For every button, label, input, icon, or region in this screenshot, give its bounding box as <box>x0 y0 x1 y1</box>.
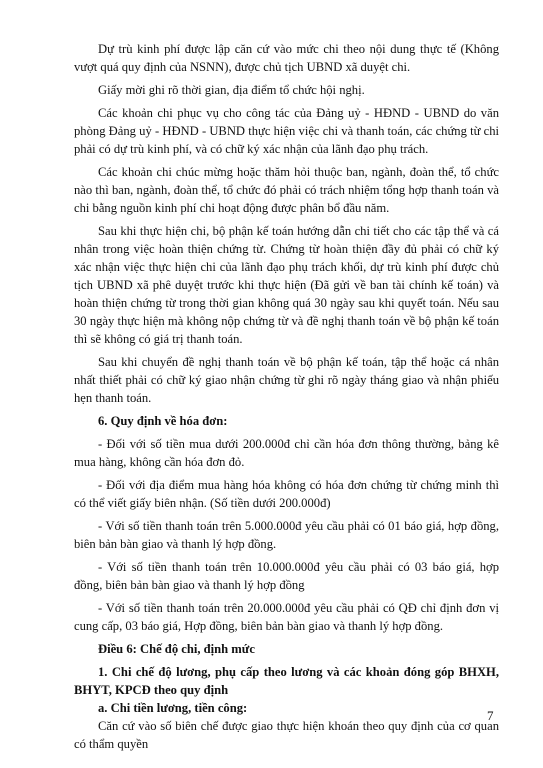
subsection-heading-wages: a. Chi tiền lương, tiền công: <box>98 701 248 715</box>
page-content <box>74 40 499 758</box>
paragraph-staffing-basis: Căn cứ vào số biên chế được giao thực hiện khoán theo quy định của cơ quan có thẩm quyền <box>74 719 499 751</box>
article-heading: Điều 6: Chế độ chi, định mức <box>98 642 255 656</box>
section-heading-invoice-rules: 6. Quy định về hóa đơn: <box>98 414 228 428</box>
paragraph-party-office-expenses: Các khoản chi phục vụ cho công tác của Đảng uỷ - HĐND - UBND do văn phòng Đảng uỷ - HĐND - UBND thực hiện việc chi và thanh toán, các chứng từ chi phải có dự trù kinh phí, và có chữ ký xác nhận của lãnh đạo phụ trách. <box>74 106 499 156</box>
list-item-over-5m: - Với số tiền thanh toán trên 5.000.000đ yêu cầu phải có 01 báo giá, hợp đồng, biên bản bàn giao và thanh lý hợp đồng. <box>74 519 499 551</box>
list-item-over-20m: - Với số tiền thanh toán trên 20.000.000đ yêu cầu phải có QĐ chỉ định đơn vị cung cấp, 03 báo giá, Hợp đồng, biên bản bàn giao và thanh lý hợp đồng. <box>74 601 499 633</box>
list-item-over-10m: - Với số tiền thanh toán trên 10.000.000đ yêu cầu phải có 03 báo giá, hợp đồng, biên bản bàn giao và thanh lý hợp đồng <box>74 560 499 592</box>
subsection-heading-salary: 1. Chi chế độ lương, phụ cấp theo lương và các khoản đóng góp BHXH, BHYT, KPCĐ theo quy định <box>74 665 499 697</box>
paragraph-payment-request: Sau khi chuyển đề nghị thanh toán về bộ phận kế toán, tập thể hoặc cá nhân nhất thiết phải có chữ ký giao nhận chứng từ ghi rõ ngày tháng giao và nhận phiếu hẹn thanh toán. <box>74 355 499 405</box>
list-item-no-invoice-location: - Đối với địa điểm mua hàng hóa không có hóa đơn chứng từ chứng minh thì có thể viết giấy biên nhận. (Số tiền dưới 200.000đ) <box>74 478 499 510</box>
paragraph-voucher-completion: Sau khi thực hiện chi, bộ phận kế toán hướng dẫn chi tiết cho các tập thể và cá nhân trong việc hoàn thiện chứng từ. Chứng từ hoàn thiện đầy đủ phải có chữ ký xác nhận việc thực hiện chi của lãnh đạo phụ trách khối, dự trù kinh phí được chủ tịch UBND xã phê duyệt trước khi thực hiện (Đã gửi về ban tài chính kế toán) và hoàn thiện chứng từ trong thời gian không quá 30 ngày sau khi quyết toán. Nếu sau 30 ngày thực hiện mà không nộp chứng từ và đề nghị thanh toán về bộ phận kế toán thì sẽ không có giá trị thanh toán. <box>74 224 499 346</box>
paragraph-congratulation-expenses: Các khoản chi chúc mừng hoặc thăm hỏi thuộc ban, ngành, đoàn thể, tổ chức nào thì ban, ngành, đoàn thể, tổ chức đó phải có trách nhiệm tổng hợp thanh toán và chi bằng nguồn kinh phí chi hoạt động được phân bổ đầu năm. <box>74 165 499 215</box>
page-number: 7 <box>487 708 494 723</box>
paragraph-invitation: Giấy mời ghi rõ thời gian, địa điểm tổ chức hội nghị. <box>98 83 365 97</box>
paragraph-budget-estimate: Dự trù kinh phí được lập căn cứ vào mức chi theo nội dung thực tế (Không vượt quá quy định của NSNN), được chủ tịch UBND xã duyệt chi. <box>74 42 499 74</box>
list-item-under-200k: - Đối với số tiền mua dưới 200.000đ chỉ cần hóa đơn thông thường, bảng kê mua hàng, không cần hóa đơn đỏ. <box>74 437 499 469</box>
